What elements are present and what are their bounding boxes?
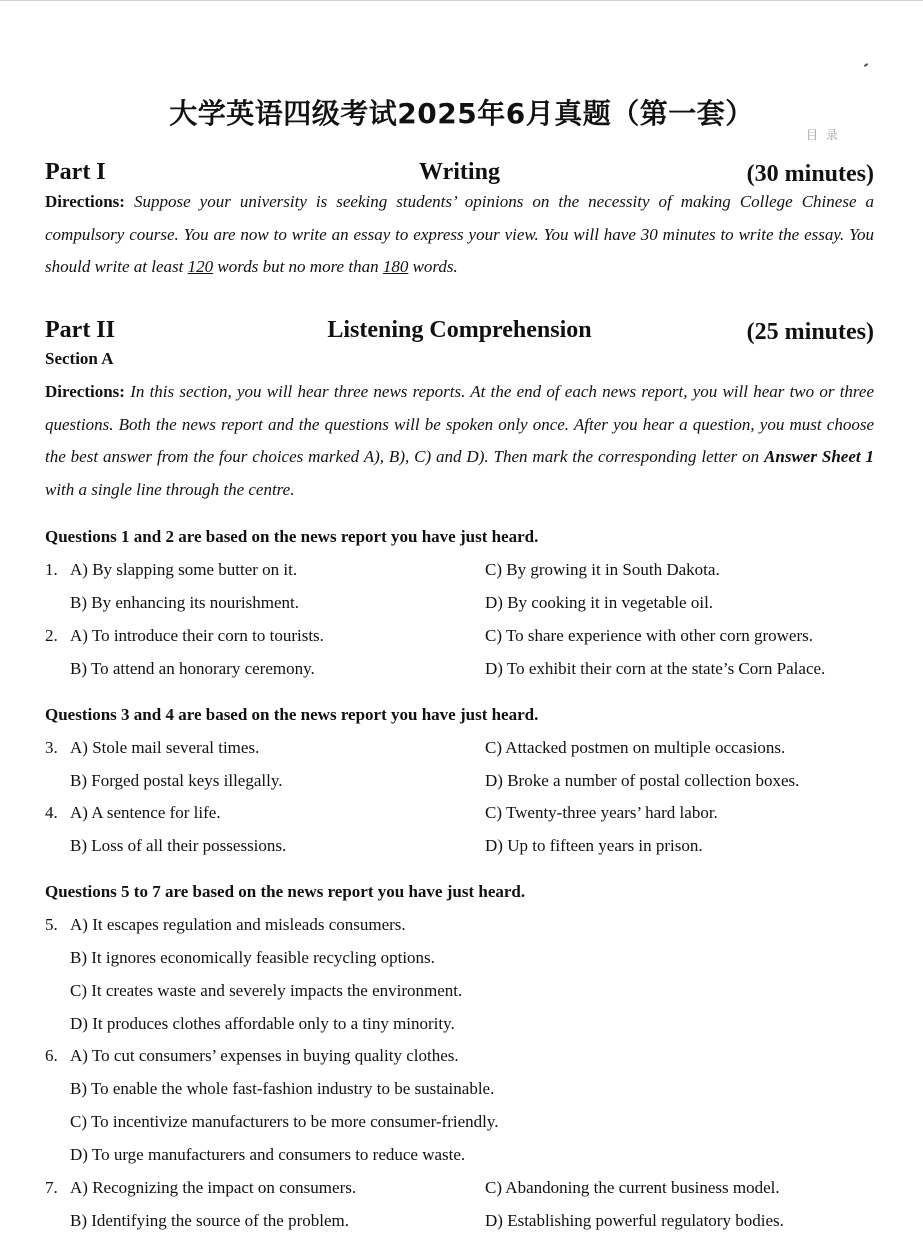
option-b: B) Identifying the source of the problem. — [70, 1211, 350, 1230]
option-b: B) To enable the whole fast-fashion industry to be sustainable. — [70, 1079, 495, 1098]
option-d: D) Broke a number of postal collection boxes. — [485, 771, 800, 790]
part2-number: Part II — [45, 317, 115, 343]
option-b: B) To attend an honorary ceremony. — [70, 659, 315, 678]
option-a: A) It escapes regulation and misleads consumers. — [70, 915, 406, 934]
part1-time: (30 minutes) — [746, 161, 874, 187]
option-c: C) Twenty-three years’ hard labor. — [485, 803, 718, 822]
option-d: D) Establishing powerful regulatory bodies. — [485, 1211, 784, 1230]
directions-text-3: words. — [412, 257, 458, 277]
option-c: C) To incentivize manufacturers to be more consumer-friendly. — [70, 1112, 499, 1131]
option-a: A) Stole mail several times. — [70, 738, 260, 757]
part2-header — [45, 317, 874, 349]
question-group-heading: Questions 3 and 4 are based on the news report you have just heard. — [45, 705, 539, 724]
option-a: A) A sentence for life. — [70, 803, 221, 822]
part1-number: Part I — [45, 159, 106, 185]
max-words: 180 — [382, 257, 409, 277]
option-d: D) Up to fifteen years in prison. — [485, 836, 703, 855]
option-d: D) It produces clothes affordable only to a tiny minority. — [70, 1014, 455, 1033]
question-number: 7. — [45, 1178, 58, 1197]
option-a: A) To introduce their corn to tourists. — [70, 626, 324, 645]
directions-text: In this section, you will hear three news reports. At the end of each news report, you will hear two or three questions. Both the news report and the questions will be spoken only once. After you hear a question, you must choose the best answer from the four choices marked A), B), C) and D). Then mark the corresponding letter on — [45, 382, 874, 467]
part1-name: Writing — [419, 159, 500, 185]
option-d: D) To urge manufacturers and consumers to reduce waste. — [70, 1145, 466, 1164]
section-a-label: Section A — [45, 349, 114, 368]
part2-time: (25 minutes) — [746, 319, 874, 345]
directions-label: Directions: — [45, 382, 125, 401]
question-number: 5. — [45, 915, 58, 934]
question-number: 3. — [45, 738, 58, 757]
option-c: C) Abandoning the current business model. — [485, 1178, 780, 1197]
option-a: A) Recognizing the impact on consumers. — [70, 1178, 357, 1197]
part2-directions — [45, 376, 874, 506]
page-top-border — [0, 0, 923, 1]
question-number: 1. — [45, 560, 58, 579]
question-group-heading: Questions 5 to 7 are based on the news report you have just heard. — [45, 882, 526, 901]
question-group-heading: Questions 1 and 2 are based on the news report you have just heard. — [45, 527, 539, 546]
option-a: A) To cut consumers’ expenses in buying quality clothes. — [70, 1046, 459, 1065]
min-words: 120 — [187, 257, 214, 277]
question-number: 2. — [45, 626, 58, 645]
part1-directions — [45, 186, 874, 284]
option-b: B) It ignores economically feasible recycling options. — [70, 948, 435, 967]
directions-label: Directions: — [45, 192, 125, 211]
answer-sheet-ref: Answer Sheet 1 — [764, 447, 874, 467]
option-c: C) By growing it in South Dakota. — [485, 560, 720, 579]
directions-text-2: words but no more than — [217, 257, 379, 277]
option-b: B) Loss of all their possessions. — [70, 836, 287, 855]
option-c: C) It creates waste and severely impacts the environment. — [70, 981, 463, 1000]
option-c: C) Attacked postmen on multiple occasions. — [485, 738, 786, 757]
corner-mark: 目 录 — [806, 128, 840, 142]
option-d: D) By cooking it in vegetable oil. — [485, 593, 714, 612]
part2-name: Listening Comprehension — [327, 317, 592, 343]
directions-text: Suppose your university is seeking students’ opinions on the necessity of making College Chinese a compulsory course. You are now to write an essay to express your view. You will have 30 minutes to write the essay. You should write at least — [45, 192, 875, 277]
question-number: 4. — [45, 803, 58, 822]
option-b: B) Forged postal keys illegally. — [70, 771, 283, 790]
option-b: B) By enhancing its nourishment. — [70, 593, 300, 612]
question-number: 6. — [45, 1046, 58, 1065]
page-title: 大学英语四级考试2025年6月真题（第一套） — [169, 97, 754, 130]
option-c: C) To share experience with other corn growers. — [485, 626, 813, 645]
option-a: A) By slapping some butter on it. — [70, 560, 298, 579]
option-d: D) To exhibit their corn at the state’s Corn Palace. — [485, 659, 826, 678]
directions-text-2: with a single line through the centre. — [45, 479, 295, 499]
scan-speck — [864, 63, 868, 67]
